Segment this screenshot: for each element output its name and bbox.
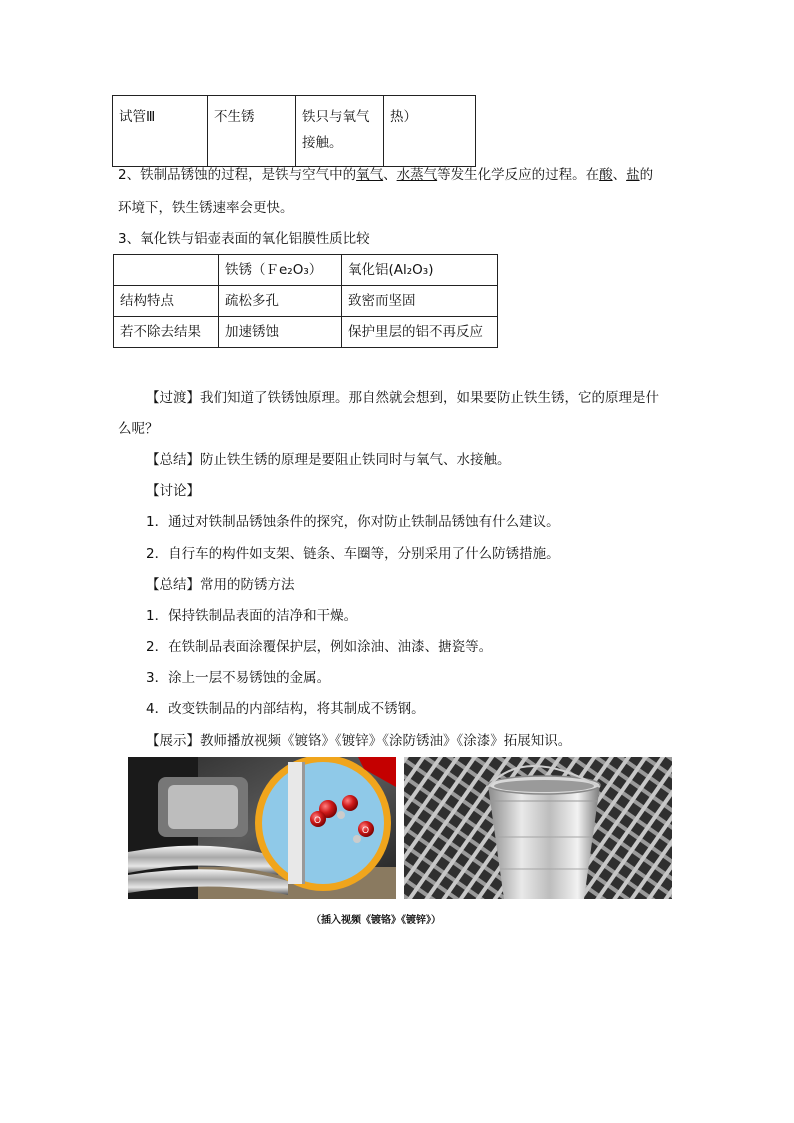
method-item-1: 1．保持铁制品表面的洁净和干燥。 bbox=[146, 608, 358, 624]
table-cell: 铁只与氧气接触。 bbox=[296, 96, 384, 167]
underlined-term: 水蒸气 bbox=[396, 167, 438, 183]
svg-text:O: O bbox=[362, 825, 370, 835]
discussion-item-1: 1．通过对铁制品锈蚀条件的探究，你对防止铁制品锈蚀有什么建议。 bbox=[146, 514, 560, 530]
underlined-term: 氧气 bbox=[356, 167, 384, 183]
text-span: 的 bbox=[639, 167, 654, 183]
galvanized-bucket-image bbox=[404, 757, 672, 899]
table-cell: 试管Ⅲ bbox=[113, 96, 208, 167]
text-span: 、 bbox=[383, 167, 397, 183]
table-cell: 保护里层的铝不再反应 bbox=[342, 317, 498, 348]
text-span: 2、铁制品锈蚀的过程，是铁与空气中的 bbox=[118, 167, 357, 183]
summary-principle: 【总结】防止铁生锈的原理是要阻止铁同时与氧气、水接触。 bbox=[146, 452, 511, 468]
paragraph-2-line-1 bbox=[118, 165, 653, 185]
method-item-2: 2．在铁制品表面涂覆保护层，例如涂油、油漆、搪瓷等。 bbox=[146, 639, 493, 655]
experiment-table bbox=[112, 95, 476, 167]
svg-text:O: O bbox=[314, 815, 322, 825]
discussion-title: 【讨论】 bbox=[146, 483, 200, 499]
underlined-term: 酸 bbox=[599, 167, 613, 183]
table-cell: 结构特点 bbox=[114, 286, 219, 317]
transition-line-2: 么呢？ bbox=[118, 421, 159, 437]
table-row bbox=[113, 96, 476, 167]
table-cell: 加速锈蚀 bbox=[219, 317, 342, 348]
table-cell: 疏松多孔 bbox=[219, 286, 342, 317]
table-cell: 不生锈 bbox=[208, 96, 296, 167]
bucket-mesh-illustration bbox=[404, 757, 672, 899]
table-row bbox=[114, 286, 498, 317]
table-header-cell: 氧化铝(Al₂O₃) bbox=[342, 255, 498, 286]
text-span: 等发生化学反应的过程。在 bbox=[437, 167, 600, 183]
table-header-row bbox=[114, 255, 498, 286]
table-cell: 致密而坚固 bbox=[342, 286, 498, 317]
summary-methods-title: 【总结】常用的防锈方法 bbox=[146, 577, 295, 593]
video-caption: （插入视频《镀铬》《镀锌》） bbox=[311, 915, 441, 926]
paragraph-2-line-2: 环境下，铁生锈速率会更快。 bbox=[118, 200, 294, 216]
transition-line-1: 【过渡】我们知道了铁锈蚀原理。那自然就会想到，如果要防止铁生锈，它的原理是什 bbox=[146, 390, 659, 406]
comparison-table bbox=[113, 254, 498, 348]
text-span: 、 bbox=[612, 167, 627, 183]
discussion-item-2: 2．自行车的构件如支架、链条、车圈等，分别采用了什么防锈措施。 bbox=[146, 546, 560, 562]
table-cell: 若不除去结果 bbox=[114, 317, 219, 348]
table-row bbox=[114, 317, 498, 348]
show-line: 【展示】教师播放视频《镀铬》《镀锌》《涂防锈油》《涂漆》拓展知识。 bbox=[146, 733, 572, 749]
paragraph-3: 3、氧化铁与铝壶表面的氧化铝膜性质比较 bbox=[118, 231, 370, 247]
table-header-cell: 铁锈（Ｆe₂O₃） bbox=[219, 255, 342, 286]
motorcycle-chrome-illustration bbox=[128, 757, 396, 899]
table-header-cell bbox=[114, 255, 219, 286]
underlined-term: 盐 bbox=[626, 167, 640, 183]
method-item-4: 4．改变铁制品的内部结构，将其制成不锈钢。 bbox=[146, 701, 425, 717]
chrome-plating-image bbox=[128, 757, 396, 899]
method-item-3: 3．涂上一层不易锈蚀的金属。 bbox=[146, 670, 331, 686]
table-cell: 热） bbox=[384, 96, 476, 167]
